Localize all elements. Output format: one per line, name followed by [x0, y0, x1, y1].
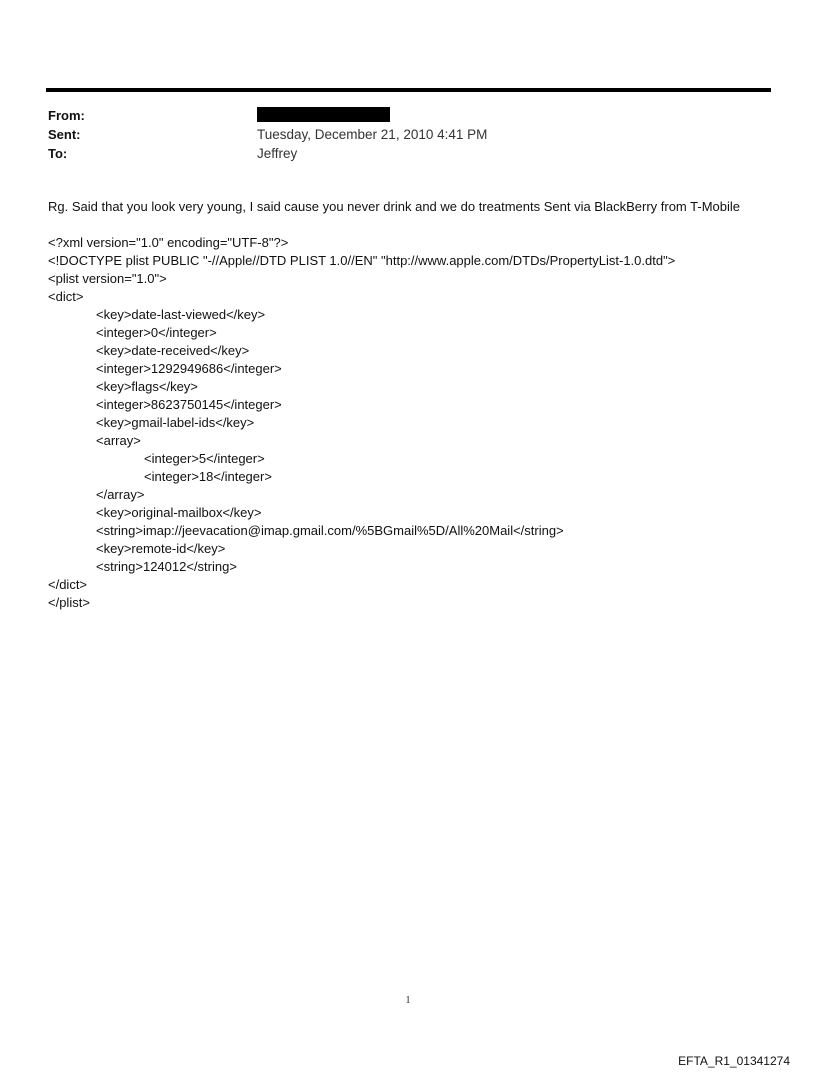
xml-line: <key>flags</key> [96, 379, 198, 394]
xml-line: <array> [96, 433, 141, 448]
xml-line: <integer>5</integer> [144, 451, 265, 466]
bates-number: EFTA_R1_01341274 [678, 1054, 790, 1068]
sent-value: Tuesday, December 21, 2010 4:41 PM [257, 127, 488, 142]
xml-line: <plist version="1.0"> [48, 271, 167, 286]
xml-line: <key>remote-id</key> [96, 541, 226, 556]
xml-line: <key>original-mailbox</key> [96, 505, 262, 520]
xml-line: <key>date-last-viewed</key> [96, 307, 266, 322]
xml-line: <integer>0</integer> [96, 325, 217, 340]
to-label: To: [48, 146, 68, 161]
to-row [48, 144, 768, 163]
xml-line: <dict> [48, 289, 84, 304]
redaction-block [257, 107, 390, 122]
xml-line: </plist> [48, 595, 90, 610]
from-label: From: [48, 108, 85, 123]
xml-line: <integer>8623750145</integer> [96, 397, 282, 412]
xml-line: <integer>18</integer> [144, 469, 272, 484]
from-row [48, 106, 768, 125]
xml-line: <?xml version="1.0" encoding="UTF-8"?> [48, 235, 289, 250]
header-rule [46, 88, 771, 92]
xml-line: <key>gmail-label-ids</key> [96, 415, 255, 430]
xml-line: <!DOCTYPE plist PUBLIC "-//Apple//DTD PLIST 1.0//EN" "http://www.apple.com/DTDs/PropertyList-1.0.dtd"> [48, 253, 676, 268]
from-value [257, 106, 390, 125]
sent-label: Sent: [48, 127, 81, 142]
message-body: Rg. Said that you look very young, I said cause you never drink and we do treatments Sent via BlackBerry from T-Mobile [48, 199, 740, 214]
xml-line: <key>date-received</key> [96, 343, 250, 358]
page-number: 1 [405, 995, 411, 1006]
xml-line: <integer>1292949686</integer> [96, 361, 282, 376]
to-value: Jeffrey [257, 146, 298, 161]
xml-line: <string>imap://jeevacation@imap.gmail.com/%5BGmail%5D/All%20Mail</string> [96, 523, 564, 538]
xml-line: <string>124012</string> [96, 559, 237, 574]
email-header [48, 106, 768, 163]
xml-line: </array> [96, 487, 145, 502]
plist-xml-block [48, 234, 778, 612]
sent-row [48, 125, 768, 144]
xml-line: </dict> [48, 577, 88, 592]
